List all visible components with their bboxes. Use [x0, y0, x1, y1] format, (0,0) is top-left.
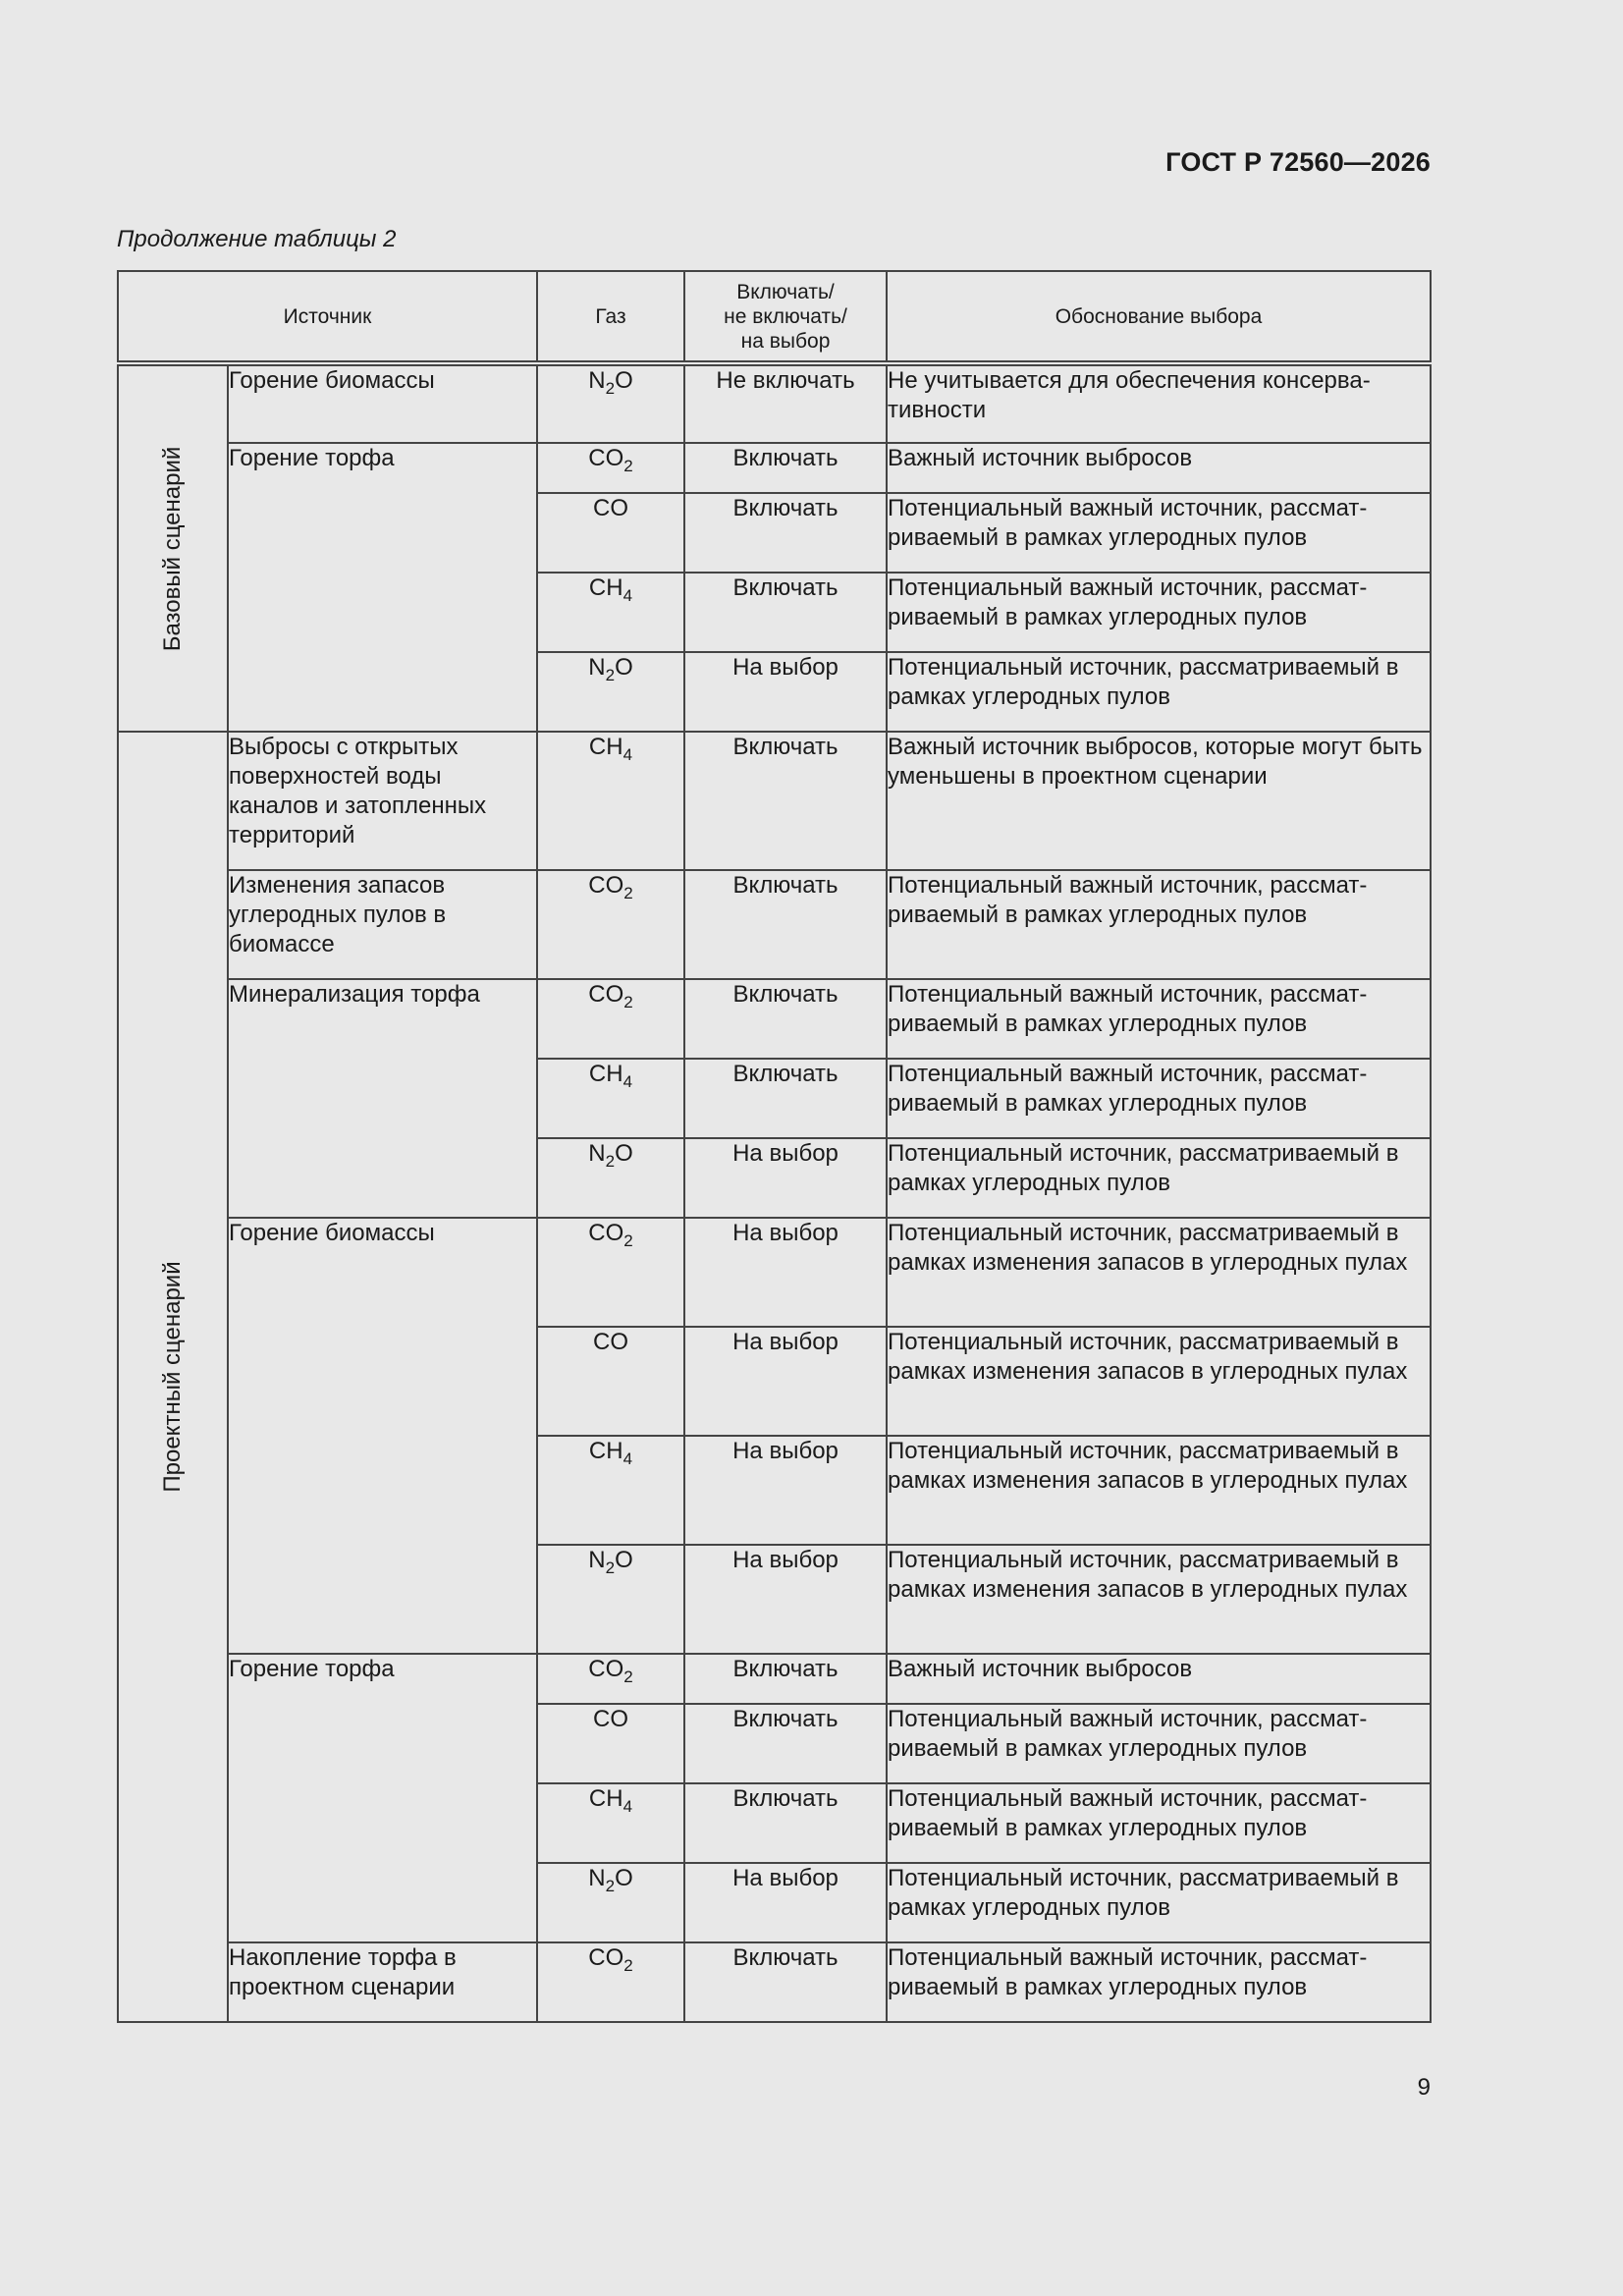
justification-cell: Потенциальный важный источник, рассмат-риваемый в рамках углеродных пулов	[887, 493, 1431, 573]
source-cell: Горение биомассы	[228, 1218, 537, 1654]
include-cell: На выбор	[684, 1863, 887, 1942]
include-cell: Включать	[684, 1783, 887, 1863]
gas-cell: $CO_2$	[537, 870, 684, 979]
source-cell: Горение биомассы	[228, 363, 537, 443]
table-row	[118, 979, 1431, 1059]
gas-cell: $CH_4$	[537, 573, 684, 652]
source-cell: Изменения запасов углеродных пулов в биомассе	[228, 870, 537, 979]
gas-cell: $N_2O$	[537, 1863, 684, 1942]
page-number: 9	[1417, 2074, 1431, 2101]
justification-cell: Потенциальный источник, рассматриваемый в рамках изменения запасов в углеродных пулах	[887, 1436, 1431, 1545]
table-body	[118, 363, 1431, 2022]
justification-cell: Потенциальный источник, рассматриваемый в рамках углеродных пулов	[887, 652, 1431, 732]
include-cell: Включать	[684, 1942, 887, 2022]
source-cell: Накопление торфа в проектном сценарии	[228, 1942, 537, 2022]
table-row	[118, 363, 1431, 443]
gas-cell: $CH_4$	[537, 1059, 684, 1138]
table-header-row	[118, 271, 1431, 363]
justification-cell: Потенциальный важный источник, рассмат-риваемый в рамках углеродных пулов	[887, 1059, 1431, 1138]
header-source: Источник	[118, 271, 537, 363]
include-cell: Включать	[684, 443, 887, 493]
include-cell: Включать	[684, 493, 887, 573]
include-cell: На выбор	[684, 652, 887, 732]
gas-cell: $N_2O$	[537, 363, 684, 443]
justification-cell: Потенциальный источник, рассматриваемый в рамках углеродных пулов	[887, 1863, 1431, 1942]
justification-cell: Потенциальный важный источник, рассмат-риваемый в рамках углеродных пулов	[887, 870, 1431, 979]
include-cell: Включать	[684, 979, 887, 1059]
justification-cell: Важный источник выбросов	[887, 443, 1431, 493]
gas-cell: $CO_2$	[537, 1942, 684, 2022]
include-cell: Не включать	[684, 363, 887, 443]
justification-cell: Потенциальный источник, рассматриваемый в рамках углеродных пулов	[887, 1138, 1431, 1218]
source-cell: Горение торфа	[228, 443, 537, 732]
gas-cell: CO	[537, 1327, 684, 1436]
header-gas: Газ	[537, 271, 684, 363]
gas-cell: $CO_2$	[537, 443, 684, 493]
include-cell: Включать	[684, 1704, 887, 1783]
gas-cell: $CO_2$	[537, 1218, 684, 1327]
header-include-line: Включать/	[736, 280, 835, 303]
gas-cell: $N_2O$	[537, 652, 684, 732]
justification-cell: Важный источник выбросов, которые могут быть уменьшены в проектном сценарии	[887, 732, 1431, 870]
justification-cell: Не учитывается для обеспечения консерва-тивности	[887, 363, 1431, 443]
scenario-label: Проектный сценарий	[159, 1261, 186, 1493]
table-row	[118, 1654, 1431, 1704]
header-include	[684, 271, 887, 363]
table-caption: Продолжение таблицы 2	[117, 226, 397, 252]
gas-cell: $CH_4$	[537, 732, 684, 870]
include-cell: На выбор	[684, 1327, 887, 1436]
include-cell: Включать	[684, 870, 887, 979]
justification-cell: Потенциальный источник, рассматриваемый в рамках изменения запасов в углеродных пулах	[887, 1327, 1431, 1436]
include-cell: На выбор	[684, 1218, 887, 1327]
table-row	[118, 443, 1431, 493]
table-row	[118, 1218, 1431, 1327]
gas-cell: CO	[537, 1704, 684, 1783]
gas-cell: $CO_2$	[537, 979, 684, 1059]
include-cell: На выбор	[684, 1138, 887, 1218]
justification-cell: Потенциальный источник, рассматриваемый в рамках изменения запасов в углеродных пулах	[887, 1545, 1431, 1654]
header-justification: Обоснование выбора	[887, 271, 1431, 363]
gas-cell: $CO_2$	[537, 1654, 684, 1704]
scenario-cell	[118, 732, 228, 2022]
gas-cell: $N_2O$	[537, 1138, 684, 1218]
include-cell: Включать	[684, 573, 887, 652]
include-cell: Включать	[684, 1059, 887, 1138]
justification-cell: Потенциальный важный источник, рассмат-риваемый в рамках углеродных пулов	[887, 573, 1431, 652]
table-row	[118, 870, 1431, 979]
source-cell: Минерализация торфа	[228, 979, 537, 1218]
header-include-line: не включать/	[724, 304, 847, 328]
include-cell: На выбор	[684, 1545, 887, 1654]
source-cell: Выбросы с открытых поверхностей воды каналов и затопленных территорий	[228, 732, 537, 870]
include-cell: На выбор	[684, 1436, 887, 1545]
scenario-cell	[118, 363, 228, 732]
header-include-line: на выбор	[740, 329, 831, 353]
gas-cell: CO	[537, 493, 684, 573]
document-code: ГОСТ Р 72560—2026	[1165, 147, 1431, 177]
table-row	[118, 1942, 1431, 2022]
data-table	[117, 270, 1432, 2023]
table-row	[118, 732, 1431, 870]
justification-cell: Потенциальный важный источник, рассмат-риваемый в рамках углеродных пулов	[887, 1942, 1431, 2022]
justification-cell: Потенциальный важный источник, рассмат-риваемый в рамках углеродных пулов	[887, 1704, 1431, 1783]
justification-cell: Потенциальный важный источник, рассмат-риваемый в рамках углеродных пулов	[887, 979, 1431, 1059]
justification-cell: Потенциальный важный источник, рассмат-риваемый в рамках углеродных пулов	[887, 1783, 1431, 1863]
gas-cell: $CH_4$	[537, 1436, 684, 1545]
gas-cell: $N_2O$	[537, 1545, 684, 1654]
include-cell: Включать	[684, 1654, 887, 1704]
justification-cell: Важный источник выбросов	[887, 1654, 1431, 1704]
include-cell: Включать	[684, 732, 887, 870]
gas-cell: $CH_4$	[537, 1783, 684, 1863]
source-cell: Горение торфа	[228, 1654, 537, 1942]
justification-cell: Потенциальный источник, рассматриваемый в рамках изменения запасов в углеродных пулах	[887, 1218, 1431, 1327]
scenario-label: Базовый сценарий	[159, 446, 186, 651]
